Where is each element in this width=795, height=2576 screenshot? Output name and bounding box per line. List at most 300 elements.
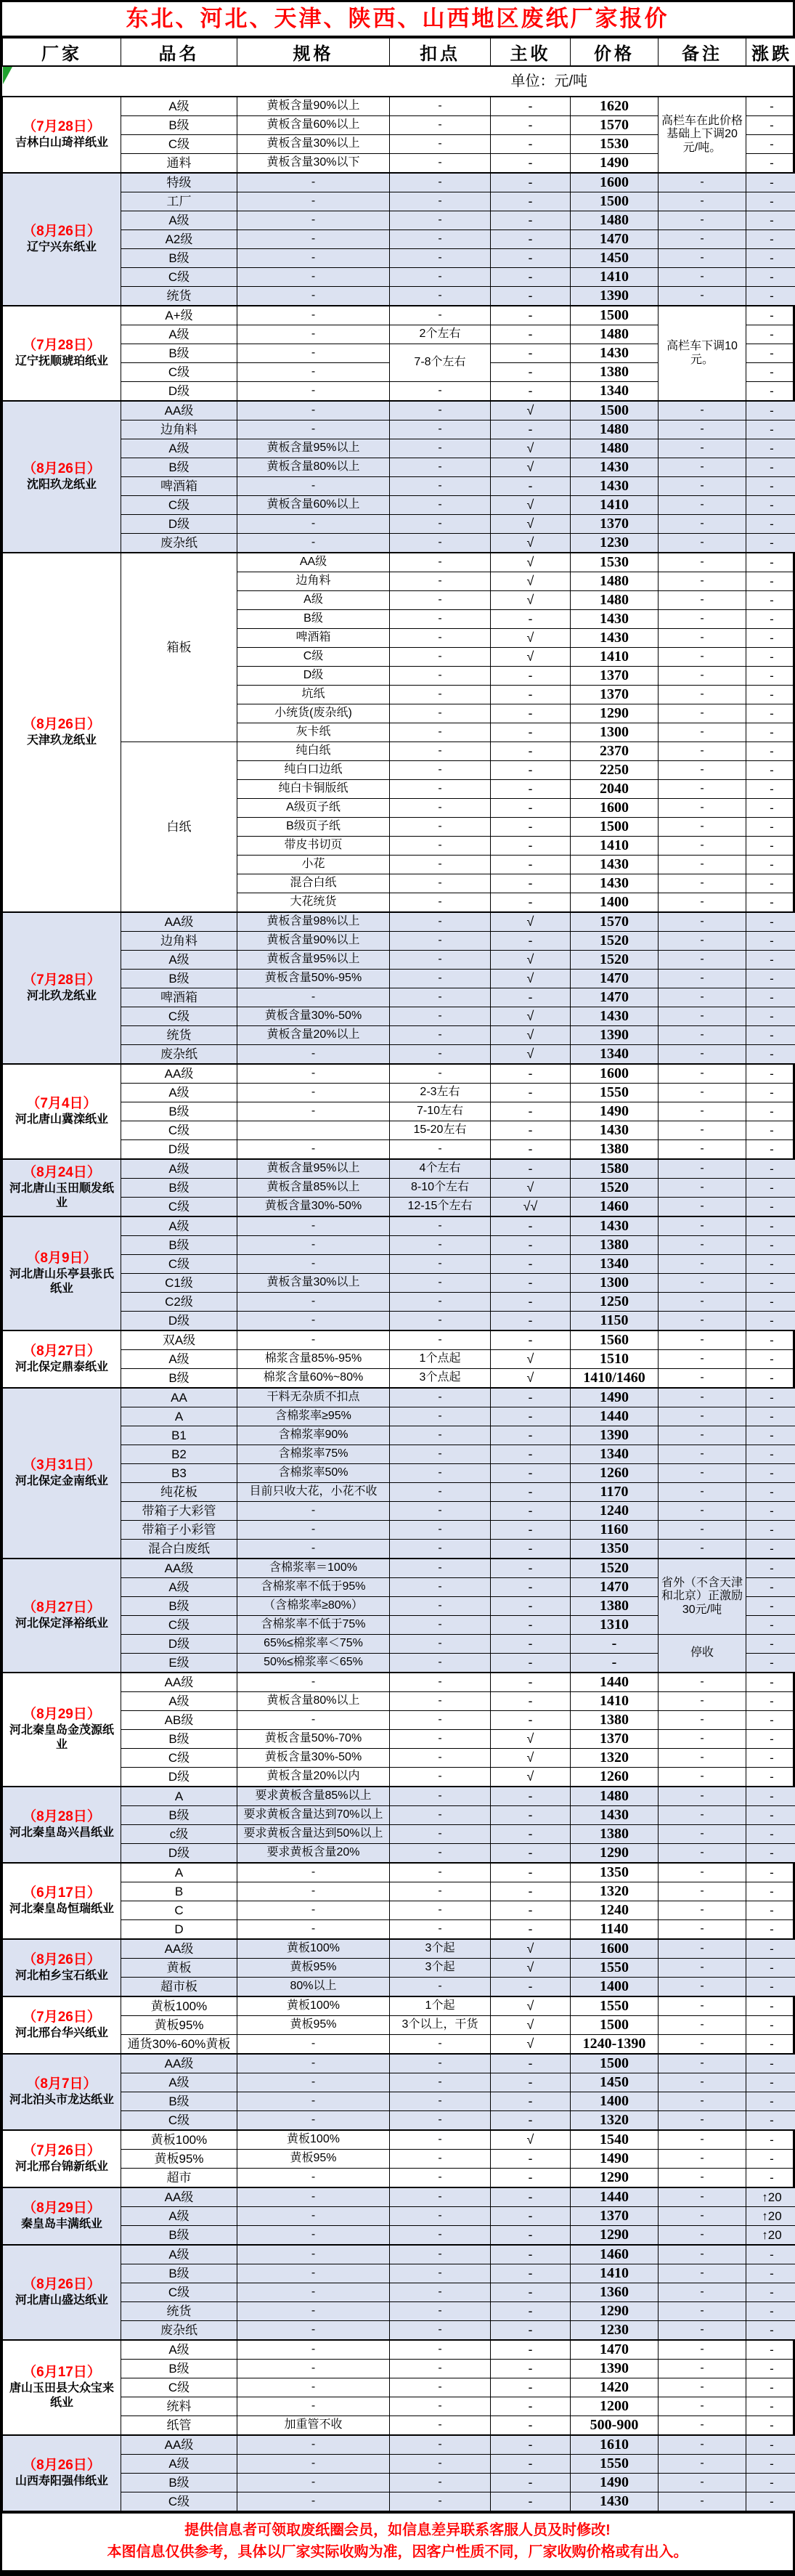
main-collect-cell: -	[491, 97, 571, 116]
table-row	[3, 306, 795, 325]
factory-name: 河北保定泽裕纸业	[5, 1617, 118, 1632]
table-row	[3, 2340, 795, 2360]
main-collect-cell: -	[491, 1064, 571, 1084]
remark-cell: -	[659, 2111, 746, 2131]
spec-cell: 黄板含量30%-50%	[237, 1198, 390, 1217]
main-collect-cell: √	[491, 496, 571, 515]
deduction-cell: -	[390, 1711, 491, 1730]
column-header-0: 厂家	[3, 38, 121, 67]
remark-cell: -	[659, 591, 746, 610]
deduction-cell: -	[390, 2111, 491, 2131]
deduction-cell: -	[390, 1464, 491, 1483]
quote-date: （8月28日）	[5, 1808, 118, 1826]
table-row	[3, 1293, 795, 1312]
product-name-cell: 特级	[121, 173, 237, 192]
main-collect-cell: -	[491, 1863, 571, 1882]
remark-cell: -	[659, 2264, 746, 2283]
quote-date: （7月28日）	[5, 337, 118, 354]
spec-cell: -	[237, 1140, 390, 1160]
main-collect-cell: -	[491, 1825, 571, 1844]
product-name-cell: B级	[121, 1369, 237, 1389]
spec-cell: -	[237, 2360, 390, 2378]
quote-date: （8月29日）	[5, 2200, 118, 2217]
spec-cell: -	[237, 287, 390, 306]
remark-cell: -	[659, 780, 746, 799]
product-name-cell: C级	[121, 2492, 237, 2511]
remark-cell: -	[659, 287, 746, 306]
price-cell: 1600	[571, 1064, 659, 1084]
unit-row	[3, 66, 795, 97]
price-cell: 1430	[571, 477, 659, 496]
spec-cell: -	[237, 2035, 390, 2055]
change-cell: -	[746, 1540, 795, 1559]
price-cell: 1430	[571, 629, 659, 648]
main-collect-cell: -	[491, 1159, 571, 1179]
spec-cell: 棉浆含量60%~80%	[237, 1369, 390, 1389]
main-collect-cell: -	[491, 1255, 571, 1274]
deduction-cell: 2-3左右	[390, 1084, 491, 1102]
spec-cell: 纯白口边纸	[237, 761, 390, 780]
spec-cell: -	[237, 2169, 390, 2188]
deduction-cell: -	[390, 742, 491, 761]
price-cell: -	[571, 1654, 659, 1673]
main-collect-cell: √	[491, 515, 571, 534]
spec-cell: -	[237, 2474, 390, 2492]
product-name-cell: 废杂纸	[121, 1045, 237, 1065]
remark-cell: -	[659, 1711, 746, 1730]
main-collect-cell: -	[491, 1920, 571, 1940]
product-name-cell: D	[121, 1920, 237, 1940]
table-row	[3, 2150, 795, 2169]
table-row	[3, 1350, 795, 1369]
change-cell: -	[746, 2073, 795, 2092]
main-collect-cell: -	[491, 1236, 571, 1255]
quote-date: （7月4日）	[5, 1095, 118, 1113]
column-header-5: 价格	[571, 38, 659, 67]
main-collect-cell: -	[491, 1559, 571, 1578]
change-cell: -	[746, 1939, 795, 1959]
spec-cell: 大花统货	[237, 893, 390, 913]
factory-name: 河北秦皇岛兴昌纸业	[5, 1826, 118, 1841]
main-collect-cell: √	[491, 648, 571, 667]
change-cell: -	[746, 1959, 795, 1978]
table-row	[3, 173, 795, 192]
deduction-cell: -	[390, 1426, 491, 1445]
change-cell: -	[746, 856, 795, 874]
spec-cell: -	[237, 344, 390, 363]
main-collect-cell: -	[491, 477, 571, 496]
price-cell: 1480	[571, 211, 659, 230]
table-row	[3, 1673, 795, 1692]
change-cell: -	[746, 1901, 795, 1920]
table-row	[3, 1502, 795, 1521]
spec-cell: D级	[237, 667, 390, 686]
main-collect-cell: -	[491, 2321, 571, 2341]
spec-cell: -	[237, 1521, 390, 1540]
spec-cell: -	[237, 268, 390, 287]
main-collect-cell: -	[491, 2340, 571, 2360]
price-cell: 1370	[571, 667, 659, 686]
table-row	[3, 1559, 795, 1578]
remark-cell: -	[659, 1730, 746, 1749]
table-row	[3, 1844, 795, 1864]
main-collect-cell: -	[491, 363, 571, 382]
deduction-cell: -	[390, 2397, 491, 2416]
remark-cell: -	[659, 1445, 746, 1464]
spec-cell: 含棉浆率90%	[237, 1426, 390, 1445]
quote-date: （8月27日）	[5, 1599, 118, 1617]
product-name-cell: D级	[121, 382, 237, 402]
factory-cell	[3, 2187, 121, 2245]
spec-cell: 纯白纸	[237, 742, 390, 761]
change-cell: -	[746, 761, 795, 780]
main-collect-cell: -	[491, 799, 571, 818]
change-cell: -	[746, 818, 795, 837]
change-cell: -	[746, 1882, 795, 1901]
main-collect-cell: -	[491, 2264, 571, 2283]
table-row	[3, 2016, 795, 2035]
change-cell: -	[746, 704, 795, 723]
price-cell: 1430	[571, 458, 659, 477]
spec-cell: 棉浆含量85%-95%	[237, 1350, 390, 1369]
deduction-cell: -	[390, 1654, 491, 1673]
deduction-cell: -	[390, 553, 491, 572]
table-row	[3, 1920, 795, 1940]
change-cell: -	[746, 496, 795, 515]
change-cell: -	[746, 1483, 795, 1502]
change-cell: -	[746, 1502, 795, 1521]
remark-cell: -	[659, 1768, 746, 1787]
deduction-cell: -	[390, 1559, 491, 1578]
remark-cell: -	[659, 1388, 746, 1407]
table-row	[3, 1084, 795, 1102]
product-name-cell: B级	[121, 2092, 237, 2111]
product-name-cell: A级	[121, 439, 237, 458]
table-row	[3, 2474, 795, 2492]
product-name-cell: 啤酒箱	[121, 477, 237, 496]
remark-cell: -	[659, 837, 746, 856]
main-collect-cell: -	[491, 1330, 571, 1350]
deduction-cell: -	[390, 912, 491, 932]
product-name-cell: D级	[121, 1140, 237, 1160]
remark-cell: -	[659, 1102, 746, 1121]
remark-cell: -	[659, 401, 746, 420]
product-name-cell: D级	[121, 1312, 237, 1331]
change-cell: -	[746, 1844, 795, 1864]
quote-date: （8月26日）	[5, 2457, 118, 2474]
spec-cell: -	[237, 363, 390, 382]
spec-cell: -	[237, 477, 390, 496]
spec-cell: -	[237, 1901, 390, 1920]
spec-cell: 含棉浆率75%	[237, 1445, 390, 1464]
main-collect-cell: -	[491, 2092, 571, 2111]
table-row	[3, 2187, 795, 2207]
product-name-cell: B级	[121, 2264, 237, 2283]
product-name-cell: C	[121, 1901, 237, 1920]
price-cell: 1290	[571, 2169, 659, 2188]
price-cell: 1430	[571, 1806, 659, 1825]
table-row	[3, 2207, 795, 2226]
product-name-cell: C级	[121, 1255, 237, 1274]
remark-cell: -	[659, 1863, 746, 1882]
deduction-cell: -	[390, 1616, 491, 1635]
deduction-cell: -	[390, 591, 491, 610]
price-cell: 1390	[571, 1026, 659, 1045]
deduction-cell: -	[390, 648, 491, 667]
price-cell: 1490	[571, 2150, 659, 2169]
spec-cell: 边角料	[237, 572, 390, 591]
price-cell: 1580	[571, 1159, 659, 1179]
main-collect-cell: -	[491, 2226, 571, 2246]
remark-cell: -	[659, 2455, 746, 2474]
remark-cell: -	[659, 1216, 746, 1236]
product-name-cell: AA级	[121, 2435, 237, 2455]
spec-cell: 干料无杂质不扣点	[237, 1388, 390, 1407]
product-name-cell: 通料	[121, 154, 237, 174]
table-row	[3, 230, 795, 249]
spec-cell: AA级	[237, 553, 390, 572]
spec-cell: -	[237, 2397, 390, 2416]
change-cell: -	[746, 1216, 795, 1236]
product-name-cell: 废杂纸	[121, 534, 237, 553]
price-cell: 1260	[571, 1464, 659, 1483]
product-name-cell: 黄板95%	[121, 2016, 237, 2035]
remark-cell: -	[659, 1255, 746, 1274]
table-row	[3, 2073, 795, 2092]
price-cell: 1340	[571, 1445, 659, 1464]
remark-cell: -	[659, 173, 746, 192]
main-collect-cell: √	[491, 1026, 571, 1045]
change-cell: -	[746, 1616, 795, 1635]
main-collect-cell: -	[491, 1787, 571, 1806]
spec-cell: -	[237, 1540, 390, 1559]
spec-cell: -	[237, 2245, 390, 2264]
deduction-cell: 1个点起	[390, 1350, 491, 1369]
table-row	[3, 1540, 795, 1559]
table-row	[3, 1749, 795, 1768]
price-cell: 1160	[571, 1521, 659, 1540]
price-cell: 1410	[571, 1692, 659, 1711]
spec-cell: B级	[237, 610, 390, 629]
main-collect-cell: √	[491, 2035, 571, 2055]
remark-cell: -	[659, 1407, 746, 1426]
main-collect-cell: -	[491, 1901, 571, 1920]
table-row	[3, 2378, 795, 2397]
quote-date: （8月26日）	[5, 460, 118, 478]
product-name-cell: 纸管	[121, 2416, 237, 2436]
deduction-cell: 15-20左右	[390, 1121, 491, 1140]
change-cell: -	[746, 1007, 795, 1026]
price-cell: 1350	[571, 1863, 659, 1882]
table-row	[3, 458, 795, 477]
deduction-cell: -	[390, 1844, 491, 1864]
remark-cell: -	[659, 610, 746, 629]
deduction-cell: -	[390, 932, 491, 951]
change-cell: -	[746, 1635, 795, 1654]
deduction-cell: 4个左右	[390, 1159, 491, 1179]
price-cell: 1200	[571, 2397, 659, 2416]
deduction-cell: -	[390, 173, 491, 192]
spec-cell: -	[237, 306, 390, 325]
remark-cell: -	[659, 1426, 746, 1445]
price-cell: 1470	[571, 1578, 659, 1597]
table-row	[3, 2264, 795, 2283]
product-name-cell: B级	[121, 116, 237, 135]
deduction-cell: -	[390, 1730, 491, 1749]
deduction-cell: -	[390, 988, 491, 1007]
change-cell: -	[746, 1407, 795, 1426]
deduction-cell: -	[390, 2245, 491, 2264]
product-name-cell: A级	[121, 1578, 237, 1597]
main-collect-cell: √	[491, 1007, 571, 1026]
spec-cell: 黄板含量80%以上	[237, 1692, 390, 1711]
price-cell: 1480	[571, 1787, 659, 1806]
spec-cell: -	[237, 1502, 390, 1521]
main-collect-cell: -	[491, 704, 571, 723]
table-row	[3, 1959, 795, 1978]
main-collect-cell: -	[491, 856, 571, 874]
deduction-cell: -	[390, 1920, 491, 1940]
product-name-cell: 混合白废纸	[121, 1540, 237, 1559]
change-cell: -	[746, 2360, 795, 2378]
spec-cell: 黄板含量30%-50%	[237, 1007, 390, 1026]
product-name-cell: 超市	[121, 2169, 237, 2188]
product-name-cell: A级	[121, 325, 237, 344]
product-name-cell: 边角料	[121, 932, 237, 951]
table-row	[3, 287, 795, 306]
deduction-cell: -	[390, 610, 491, 629]
price-cell: 1450	[571, 249, 659, 268]
remark-cell: -	[659, 932, 746, 951]
table-row	[3, 912, 795, 932]
product-name-cell: D级	[121, 1635, 237, 1654]
quote-date: （8月26日）	[5, 716, 118, 734]
table-row	[3, 1978, 795, 1997]
spec-cell: -	[237, 2283, 390, 2302]
quote-date: （8月29日）	[5, 1706, 118, 1723]
change-cell: -	[746, 1445, 795, 1464]
change-cell: -	[746, 2378, 795, 2397]
factory-name: 天津玖龙纸业	[5, 734, 118, 749]
deduction-cell: -	[390, 2150, 491, 2169]
remark-cell: -	[659, 1045, 746, 1065]
table-row	[3, 1806, 795, 1825]
spec-cell: -	[237, 2435, 390, 2455]
remark-cell: -	[659, 1236, 746, 1255]
spec-cell: -	[237, 2340, 390, 2360]
change-cell: ↑20	[746, 2207, 795, 2226]
table-row	[3, 1274, 795, 1293]
deduction-cell: -	[390, 629, 491, 648]
change-cell: -	[746, 553, 795, 572]
change-cell: -	[746, 1863, 795, 1882]
change-cell: -	[746, 988, 795, 1007]
main-collect-cell: √	[491, 629, 571, 648]
spec-cell: -	[237, 1882, 390, 1901]
deduction-cell: -	[390, 799, 491, 818]
price-cell: 1430	[571, 1216, 659, 1236]
product-name-cell: AA级	[121, 1939, 237, 1959]
main-collect-cell: -	[491, 2397, 571, 2416]
main-collect-cell: -	[491, 761, 571, 780]
spec-cell: 黄板含量95%以上	[237, 439, 390, 458]
spec-cell: 小统货(废杂纸)	[237, 704, 390, 723]
main-collect-cell: √	[491, 1959, 571, 1978]
table-row	[3, 1121, 795, 1140]
deduction-cell: -	[390, 1255, 491, 1274]
table-row	[3, 401, 795, 420]
price-cell: 1550	[571, 2455, 659, 2474]
deduction-cell: -	[390, 1236, 491, 1255]
table-row	[3, 2492, 795, 2511]
price-cell: 1410	[571, 496, 659, 515]
quote-date: （7月26日）	[5, 2009, 118, 2026]
main-collect-cell: -	[491, 1407, 571, 1426]
main-collect-cell: √	[491, 1730, 571, 1749]
remark-cell: -	[659, 2073, 746, 2092]
spec-cell: -	[237, 2226, 390, 2246]
spec-cell: 黄板含量50%-95%	[237, 970, 390, 988]
table-row	[3, 2245, 795, 2264]
deduction-cell: -	[390, 1293, 491, 1312]
change-cell: -	[746, 723, 795, 742]
change-cell: -	[746, 932, 795, 951]
spec-cell: 黄板含量20%以内	[237, 1768, 390, 1787]
price-cell: 1490	[571, 2474, 659, 2492]
change-cell: -	[746, 344, 795, 363]
change-cell: -	[746, 1140, 795, 1160]
spec-cell: 含棉浆率不低于75%	[237, 1616, 390, 1635]
deduction-cell: -	[390, 135, 491, 154]
product-name-cell: B级	[121, 2360, 237, 2378]
remark-cell: -	[659, 458, 746, 477]
main-collect-cell: -	[491, 154, 571, 174]
product-name-cell: 统货	[121, 2302, 237, 2321]
change-cell: -	[746, 515, 795, 534]
deduction-cell: -	[390, 1540, 491, 1559]
deduction-cell: -	[390, 458, 491, 477]
table-row	[3, 1711, 795, 1730]
spec-cell: -	[237, 211, 390, 230]
main-collect-cell: -	[491, 1806, 571, 1825]
price-cell: 1350	[571, 1540, 659, 1559]
spec-cell: 坑纸	[237, 686, 390, 704]
change-cell: -	[746, 230, 795, 249]
price-cell: 1380	[571, 1140, 659, 1160]
quote-date: （8月27日）	[5, 1343, 118, 1360]
quote-date: （3月31日）	[5, 1457, 118, 1474]
product-name-cell: A	[121, 1407, 237, 1426]
deduction-cell: -	[390, 192, 491, 211]
main-collect-cell: -	[491, 2169, 571, 2188]
deduction-cell: 7-8个左右	[390, 344, 491, 382]
change-cell: -	[746, 192, 795, 211]
spec-cell: 黄板100%	[237, 1939, 390, 1959]
spec-cell: -	[237, 1673, 390, 1692]
remark-cell: -	[659, 1901, 746, 1920]
factory-cell	[3, 1673, 121, 1787]
remark-cell: -	[659, 2397, 746, 2416]
price-cell: 1570	[571, 116, 659, 135]
main-collect-cell: -	[491, 1483, 571, 1502]
table-row	[3, 1216, 795, 1236]
table-row	[3, 2302, 795, 2321]
spec-cell: -	[237, 2092, 390, 2111]
change-cell: -	[746, 970, 795, 988]
price-cell: 1440	[571, 2187, 659, 2207]
change-cell: -	[746, 2416, 795, 2436]
spec-cell: 黄板含量30%以下	[237, 154, 390, 174]
